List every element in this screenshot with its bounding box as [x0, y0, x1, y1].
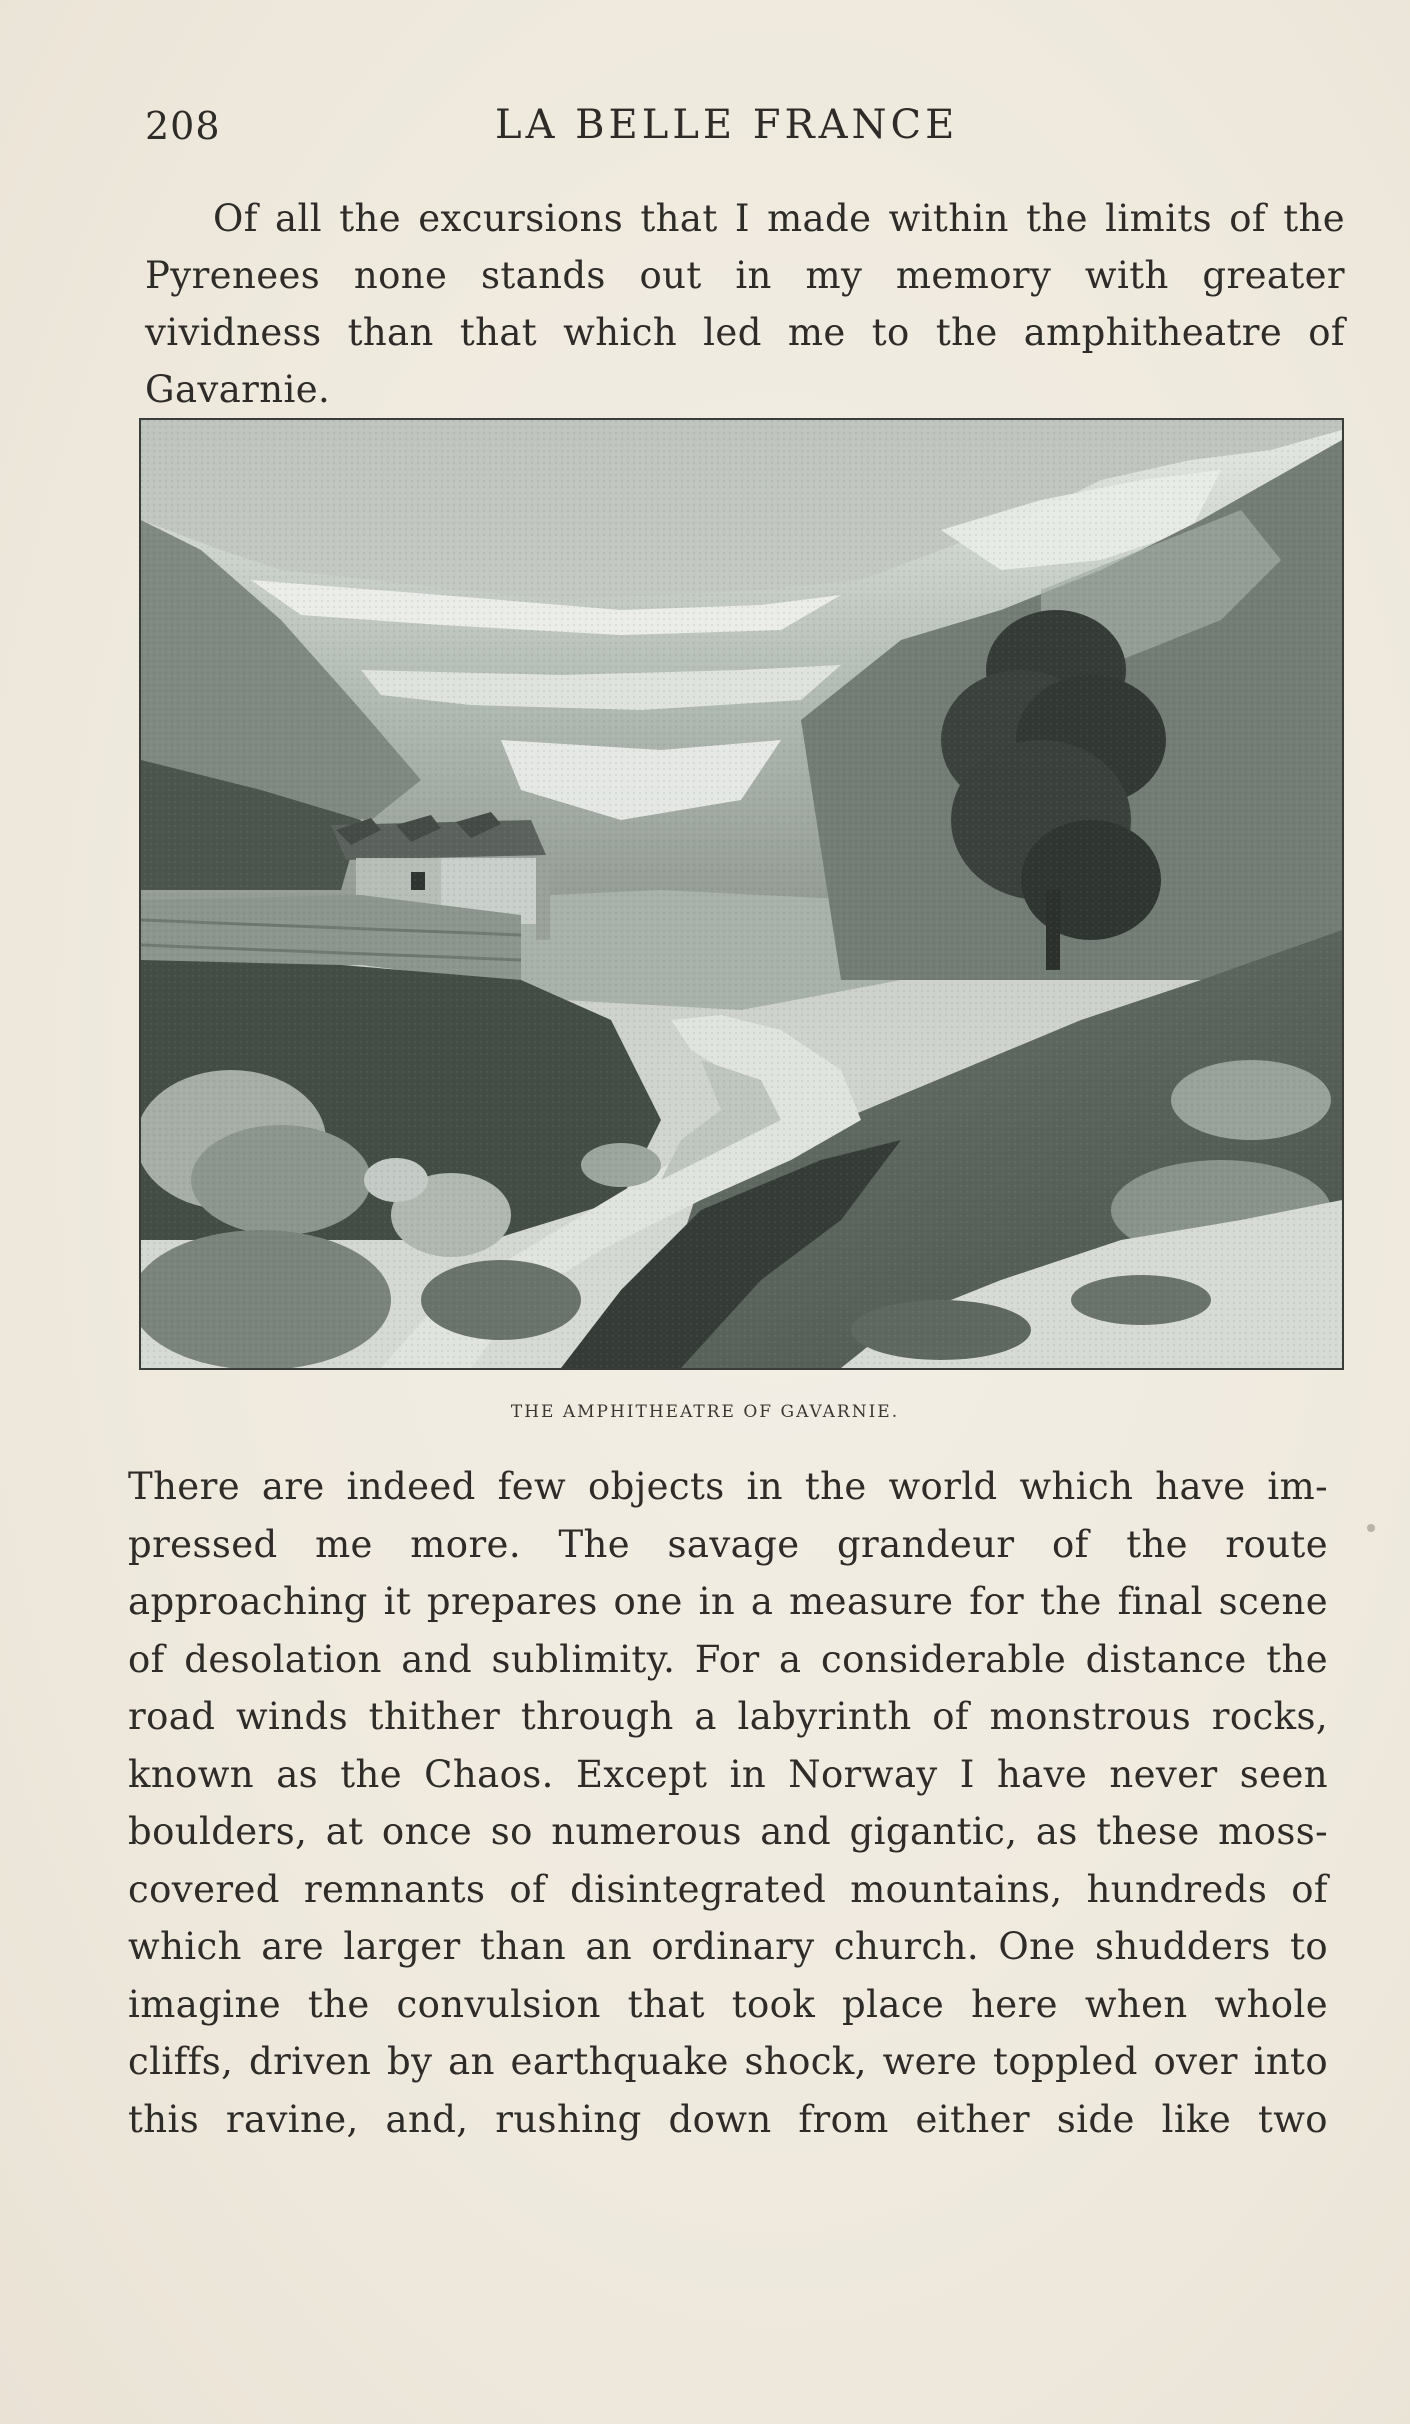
photograph-plate [139, 418, 1344, 1370]
text-line: imagine the convulsion that took place here when whole [128, 1982, 1328, 2026]
running-title: LA BELLE FRANCE [495, 102, 959, 148]
halftone-grain [141, 420, 1342, 1368]
intro-paragraph: Of all the excursions that I made within the limits of the Pyrenees none stands out in my memory with greater vividness than that which led me to the amphitheatre of Gavarnie. [145, 197, 1345, 411]
page-header [145, 96, 1325, 156]
text-line: known as the Chaos. Except in Norway I have never seen [128, 1752, 1328, 1796]
text-line: covered remnants of disintegrated mountains, hundreds of [128, 1867, 1328, 1911]
text-line: which are larger than an ordinary church. One shudders to [128, 1925, 1328, 1968]
page-number: 208 [145, 104, 221, 148]
text-line: approaching it prepares one in a measure for the final scene [128, 1580, 1328, 1623]
text-line: There are indeed few objects in the world which have im- [128, 1465, 1328, 1508]
text-line: boulders, at once so numerous and gigantic, as these moss- [128, 1810, 1328, 1853]
body-paragraph [128, 1458, 1328, 2148]
gavarnie-photograph [141, 420, 1342, 1368]
text-line: road winds thither through a labyrinth of monstrous rocks, [128, 1695, 1328, 1738]
plate-caption: THE AMPHITHEATRE OF GAVARNIE. [510, 1402, 900, 1422]
text-line: cliffs, driven by an earthquake shock, were toppled over into [128, 2040, 1328, 2083]
text-line: this ravine, and, rushing down from either side like two [128, 2097, 1328, 2141]
text-line: of desolation and sublimity. For a considerable distance the [128, 1637, 1328, 1681]
text-line: pressed me more. The savage grandeur of the route [128, 1522, 1328, 1566]
paper-speck [1367, 1524, 1375, 1532]
